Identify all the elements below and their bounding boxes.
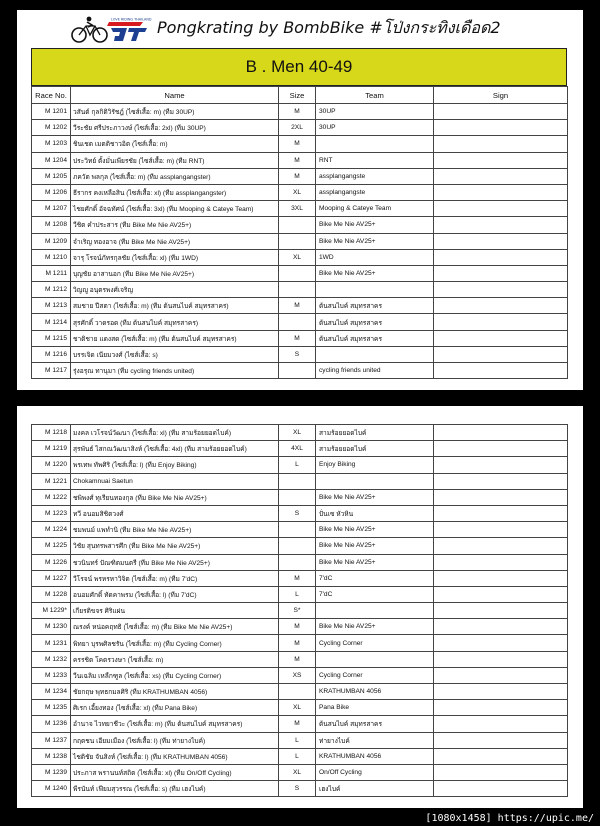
shirt-size-cell: L <box>279 748 316 764</box>
team-cell: ปั่นเซ หัวหิน <box>316 505 434 521</box>
shirt-size-cell: S <box>279 505 316 521</box>
team-cell: ต้นสนไบค์ สมุทรสาคร <box>316 716 434 732</box>
race-number-cell: M 1201 <box>32 104 71 120</box>
sign-cell <box>434 233 568 249</box>
sign-cell <box>434 667 568 683</box>
rider-name-cell: ชินเชต เมตติชาวอิต (ไซส์เสื้อ: m) <box>71 136 279 152</box>
rider-name-cell: พีรนันท์ เฟียมสุวรรณ (ไซส์เสื้อ: s) (ทีม เฮงไบค์) <box>71 781 279 797</box>
team-cell: ต้นสนไบค์ สมุทรสาคร <box>316 330 434 346</box>
rider-name-cell: เกียรติขจร ศิริแผ่น <box>71 603 279 619</box>
shirt-size-cell <box>279 265 316 281</box>
race-number-cell: M 1206 <box>32 184 71 200</box>
table-row <box>32 425 568 441</box>
race-number-cell: M 1235 <box>32 700 71 716</box>
table-row <box>32 651 568 667</box>
shirt-size-cell: L <box>279 586 316 602</box>
race-number-cell: M 1225 <box>32 538 71 554</box>
race-number-cell: M 1211 <box>32 265 71 281</box>
team-cell: Bike Me Nie AV25+ <box>316 217 434 233</box>
race-number-cell: M 1204 <box>32 152 71 168</box>
table-row <box>32 120 568 136</box>
table-row <box>32 152 568 168</box>
sign-cell <box>434 265 568 281</box>
race-number-cell: M 1221 <box>32 473 71 489</box>
rider-name-cell: ไชติชัย จันสิงห์ (ไซส์เสื้อ: l) (ทีม KRATHUMBAN 4056) <box>71 748 279 764</box>
sign-cell <box>434 104 568 120</box>
rider-name-cell: สุรพันธ์ ไสกณวัฒนาสิงห์ (ไซส์เสื้อ: 4xl) (ทีม สามร้อยยอดไบค์) <box>71 441 279 457</box>
col-sign: Sign <box>434 87 568 104</box>
rider-name-cell: วสันต์ กุลกิติวิรัชฎ์ (ไซส์เสื้อ: m) (ทีม 30UP) <box>71 104 279 120</box>
table-row <box>32 635 568 651</box>
race-number-cell: M 1239 <box>32 764 71 780</box>
team-cell: เฮงไบค์ <box>316 781 434 797</box>
team-cell: ท่ายางไบค์ <box>316 732 434 748</box>
shirt-size-cell: S <box>279 781 316 797</box>
table-row <box>32 716 568 732</box>
rider-name-cell: ชพิพงศ์ ทุเรียนทองกุล (ทีม Bike Me Nie AV25+) <box>71 489 279 505</box>
team-cell: สามร้อยยอดไบค์ <box>316 425 434 441</box>
table-row <box>32 522 568 538</box>
race-number-cell: M 1216 <box>32 346 71 362</box>
team-cell: Bike Me Nie AV25+ <box>316 619 434 635</box>
sign-cell <box>434 152 568 168</box>
shirt-size-cell: M <box>279 104 316 120</box>
race-number-cell: M 1217 <box>32 363 71 379</box>
race-number-cell: M 1205 <box>32 168 71 184</box>
shirt-size-cell: M <box>279 570 316 586</box>
sign-cell <box>434 716 568 732</box>
shirt-size-cell: M <box>279 330 316 346</box>
race-number-cell: M 1220 <box>32 457 71 473</box>
sign-cell <box>434 489 568 505</box>
sign-cell <box>434 425 568 441</box>
race-number-cell: M 1219 <box>32 441 71 457</box>
rider-name-cell: ชาติชาย แดงสด (ไซส์เสื้อ: m) (ทีม ต้นสนไบค์ สมุทรสาคร) <box>71 330 279 346</box>
team-cell: Cycling Corner <box>316 667 434 683</box>
shirt-size-cell: L <box>279 457 316 473</box>
race-number-cell: M 1240 <box>32 781 71 797</box>
event-title: Pongkrating by BombBike #โป่งกระทิงเดือด2 <box>157 18 501 37</box>
sign-cell <box>434 457 568 473</box>
team-cell <box>316 282 434 298</box>
table-row <box>32 570 568 586</box>
table-row <box>32 764 568 780</box>
shirt-size-cell: L <box>279 732 316 748</box>
rider-name-cell: ประวิทย์ ตั้งมั่นเพียรชัย (ไซส์เสื้อ: m) (ทีม RNT) <box>71 152 279 168</box>
shirt-size-cell: XL <box>279 425 316 441</box>
team-cell: ต้นสนไบค์ สมุทรสาคร <box>316 314 434 330</box>
race-number-cell: M 1214 <box>32 314 71 330</box>
rider-name-cell: วีชิต คำประสาร (ทีม Bike Me Nie AV25+) <box>71 217 279 233</box>
team-cell: ต้นสนไบค์ สมุทรสาคร <box>316 298 434 314</box>
shirt-size-cell: M <box>279 716 316 732</box>
team-cell: Bike Me Nie AV25+ <box>316 538 434 554</box>
sign-cell <box>434 184 568 200</box>
shirt-size-cell <box>279 538 316 554</box>
table-row <box>32 282 568 298</box>
col-team: Team <box>316 87 434 104</box>
sign-cell <box>434 603 568 619</box>
race-number-cell: M 1238 <box>32 748 71 764</box>
rider-name-cell: ประภาส พรานนท์สถิต (ไซส์เสื้อ: xl) (ทีม On/Off Cycling) <box>71 764 279 780</box>
race-number-cell: M 1234 <box>32 684 71 700</box>
race-number-cell: M 1218 <box>32 425 71 441</box>
sign-cell <box>434 136 568 152</box>
team-cell: cycling friends united <box>316 363 434 379</box>
team-cell <box>316 603 434 619</box>
team-cell: Cycling Corner <box>316 635 434 651</box>
table-row <box>32 233 568 249</box>
race-number-cell: M 1202 <box>32 120 71 136</box>
rider-name-cell: วิชัย สุนทรพสารศึก (ทีม Bike Me Nie AV25+) <box>71 538 279 554</box>
col-size: Size <box>279 87 316 104</box>
race-number-cell: M 1222 <box>32 489 71 505</box>
team-cell: Bike Me Nie AV25+ <box>316 489 434 505</box>
race-number-cell: M 1231 <box>32 635 71 651</box>
sign-cell <box>434 363 568 379</box>
sign-cell <box>434 700 568 716</box>
table-row <box>32 732 568 748</box>
team-cell: Bike Me Nie AV25+ <box>316 522 434 538</box>
race-number-cell: M 1230 <box>32 619 71 635</box>
document-page-1 <box>17 10 583 390</box>
shirt-size-cell: XL <box>279 700 316 716</box>
table-row <box>32 168 568 184</box>
rider-name-cell: อนอมศักดิ์ ทัดคาพรม (ไซส์เสื้อ: l) (ทีม 7'dC) <box>71 586 279 602</box>
table-row <box>32 603 568 619</box>
team-cell: 7'dC <box>316 586 434 602</box>
rider-name-cell: จารุ โรจน์ภัทรกุลชัย (ไซส์เสื้อ: xl) (ทีม 1WD) <box>71 249 279 265</box>
table-row <box>32 554 568 570</box>
race-number-cell: M 1237 <box>32 732 71 748</box>
table-row <box>32 441 568 457</box>
shirt-size-cell: M <box>279 168 316 184</box>
shirt-size-cell <box>279 473 316 489</box>
shirt-size-cell: M <box>279 136 316 152</box>
col-name: Name <box>71 87 279 104</box>
race-number-cell: M 1210 <box>32 249 71 265</box>
sign-cell <box>434 330 568 346</box>
shirt-size-cell: M <box>279 651 316 667</box>
table-row <box>32 249 568 265</box>
shirt-size-cell <box>279 217 316 233</box>
rider-name-cell: ณรงค์ หน่อคฤทธิ (ไซส์เสื้อ: m) (ทีม Bike Me Nie AV25+) <box>71 619 279 635</box>
sign-cell <box>434 201 568 217</box>
table-row <box>32 104 568 120</box>
sign-cell <box>434 282 568 298</box>
race-number-cell: M 1233 <box>32 667 71 683</box>
team-cell: KRATHUMBAN 4056 <box>316 684 434 700</box>
rider-name-cell: ชัยกฤษ พุทธกมลศิริ (ทีม KRATHUMBAN 4056) <box>71 684 279 700</box>
rider-name-cell: วีนเฉลิม เหลืกฑูล (ไซส์เสื้อ: xs) (ทีม Cycling Corner) <box>71 667 279 683</box>
shirt-size-cell: XS <box>279 667 316 683</box>
table-row <box>32 363 568 379</box>
rider-name-cell: กฤตชน เอียมเมือง (ไซส์เสื้อ: l) (ทีม ท่ายางไบค์) <box>71 732 279 748</box>
table-row <box>32 538 568 554</box>
shirt-size-cell: M <box>279 152 316 168</box>
logo-text: LOVE RIDING THAILAND <box>111 17 152 22</box>
shirt-size-cell <box>279 282 316 298</box>
rider-name-cell: ทวี อนอมสิชิตวงศ์ <box>71 505 279 521</box>
table-row <box>32 667 568 683</box>
shirt-size-cell <box>279 489 316 505</box>
table-row <box>32 298 568 314</box>
team-cell <box>316 473 434 489</box>
rider-name-cell: วิญญู อนุตรพงศ์เจริญ <box>71 282 279 298</box>
table-row <box>32 684 568 700</box>
table-row <box>32 265 568 281</box>
team-cell: Mooping & Cateye Team <box>316 201 434 217</box>
rider-name-cell: ธีรากร คงเหลือสิน (ไซส์เสื้อ: xl) (ทีม assplangangster) <box>71 184 279 200</box>
sign-cell <box>434 505 568 521</box>
sign-cell <box>434 781 568 797</box>
sign-cell <box>434 554 568 570</box>
team-cell: Bike Me Nie AV25+ <box>316 554 434 570</box>
shirt-size-cell <box>279 522 316 538</box>
rider-name-cell: ศิเรก เอี้ยงทอง (ไซส์เสื้อ: xl) (ทีม Pana Bike) <box>71 700 279 716</box>
team-cell: 1WD <box>316 249 434 265</box>
rider-name-cell: ชวนินทร์ ปัณฑิตมนตรี (ทีม Bike Me Nie AV25+) <box>71 554 279 570</box>
table-row <box>32 700 568 716</box>
sign-cell <box>434 249 568 265</box>
team-cell: Bike Me Nie AV25+ <box>316 233 434 249</box>
sign-cell <box>434 619 568 635</box>
sign-cell <box>434 635 568 651</box>
rider-name-cell: บุญชัย อาสานอก (ทีม Bike Me Nie AV25+) <box>71 265 279 281</box>
sign-cell <box>434 538 568 554</box>
category-banner: B . Men 40-49 <box>31 48 567 86</box>
document-page-2 <box>17 406 583 808</box>
team-cell: Bike Me Nie AV25+ <box>316 265 434 281</box>
rider-name-cell: อำนาจ ไวทยาชีวะ (ไซส์เสื้อ: m) (ทีม ต้นสนไบค์ สมุทรสาคร) <box>71 716 279 732</box>
team-cell: Enjoy Biking <box>316 457 434 473</box>
shirt-size-cell: S <box>279 346 316 362</box>
race-number-cell: M 1207 <box>32 201 71 217</box>
race-number-cell: M 1226 <box>32 554 71 570</box>
team-cell <box>316 346 434 362</box>
entry-table-page-2 <box>31 424 568 797</box>
race-number-cell: M 1215 <box>32 330 71 346</box>
shirt-size-cell: S* <box>279 603 316 619</box>
table-row <box>32 346 568 362</box>
race-number-cell: M 1213 <box>32 298 71 314</box>
table-row <box>32 330 568 346</box>
sign-cell <box>434 168 568 184</box>
table-row <box>32 184 568 200</box>
rider-name-cell: วีระชัย ศรีประภาวงษ์ (ไซส์เสื้อ: 2xl) (ทีม 30UP) <box>71 120 279 136</box>
race-number-cell: M 1236 <box>32 716 71 732</box>
team-cell: assplangangste <box>316 184 434 200</box>
shirt-size-cell: M <box>279 298 316 314</box>
table-row <box>32 201 568 217</box>
entry-table-page-1 <box>31 86 568 379</box>
race-number-cell: M 1209 <box>32 233 71 249</box>
sign-cell <box>434 684 568 700</box>
table-row <box>32 619 568 635</box>
rider-name-cell: Chokamnuai Saetun <box>71 473 279 489</box>
table-row <box>32 505 568 521</box>
rider-name-cell: บรรเจิด เนียมวงศ์ (ไซส์เสื้อ: s) <box>71 346 279 362</box>
sign-cell <box>434 732 568 748</box>
team-cell <box>316 136 434 152</box>
rider-name-cell: ครรชิต โคตรวงษา (ไซส์เสื้อ: m) <box>71 651 279 667</box>
shirt-size-cell: M <box>279 635 316 651</box>
team-cell: 30UP <box>316 120 434 136</box>
table-row <box>32 586 568 602</box>
sign-cell <box>434 748 568 764</box>
rider-name-cell: ไชยศักดิ์ อัจฉทัศน์ (ไซส์เสื้อ: 3xl) (ทีม Mooping & Cateye Team) <box>71 201 279 217</box>
sign-cell <box>434 586 568 602</box>
shirt-size-cell: XL <box>279 184 316 200</box>
shirt-size-cell <box>279 363 316 379</box>
rider-name-cell: มงคล เวโรจน์วัฒนา (ไซส์เสื้อ: xl) (ทีม สามร้อยยอดไบค์) <box>71 425 279 441</box>
table-row <box>32 489 568 505</box>
table-header-row <box>32 87 568 104</box>
sign-cell <box>434 651 568 667</box>
shirt-size-cell <box>279 554 316 570</box>
shirt-size-cell: 4XL <box>279 441 316 457</box>
race-number-cell: M 1224 <box>32 522 71 538</box>
rider-name-cell: ภควัต พลกุล (ไซส์เสื้อ: m) (ทีม assplangangster) <box>71 168 279 184</box>
race-number-cell: M 1203 <box>32 136 71 152</box>
race-number-cell: M 1223 <box>32 505 71 521</box>
rider-name-cell: พรเทพ ทัพศิริ (ไซส์เสื้อ: l) (ทีม Enjoy Biking) <box>71 457 279 473</box>
sign-cell <box>434 473 568 489</box>
col-race-no: Race No. <box>32 87 71 104</box>
rider-name-cell: จำเริญ ทองอาจ (ทีม Bike Me Nie AV25+) <box>71 233 279 249</box>
race-number-cell: M 1208 <box>32 217 71 233</box>
image-size-watermark: [1080x1458] https://upic.me/ <box>425 813 594 824</box>
race-number-cell: M 1228 <box>32 586 71 602</box>
sign-cell <box>434 570 568 586</box>
rider-name-cell: สุรศักดิ์ วาดรอด (ทีม ต้นสนไบค์ สมุทรสาคร) <box>71 314 279 330</box>
rider-name-cell: วีโรจน์ พรหรหาวิจิต (ไซส์เสื้อ: m) (ทีม 7'dC) <box>71 570 279 586</box>
cyclist-logo-icon <box>67 14 153 44</box>
team-cell: สามร้อยยอดไบค์ <box>316 441 434 457</box>
sign-cell <box>434 217 568 233</box>
sign-cell <box>434 441 568 457</box>
sign-cell <box>434 764 568 780</box>
shirt-size-cell: XL <box>279 764 316 780</box>
race-number-cell: M 1229* <box>32 603 71 619</box>
rider-name-cell: ชมพนม์ แพทำนิ (ทีม Bike Me Nie AV25+) <box>71 522 279 538</box>
table-row <box>32 314 568 330</box>
sign-cell <box>434 298 568 314</box>
shirt-size-cell: XL <box>279 249 316 265</box>
rider-name-cell: สมชาย ปีสตา (ไซส์เสื้อ: m) (ทีม ต้นสนไบค์ สมุทรสาคร) <box>71 298 279 314</box>
shirt-size-cell <box>279 314 316 330</box>
sign-cell <box>434 522 568 538</box>
table-row <box>32 457 568 473</box>
team-cell: On/Off Cycling <box>316 764 434 780</box>
table-row <box>32 136 568 152</box>
table-row <box>32 473 568 489</box>
table-row <box>32 217 568 233</box>
team-cell: KRATHUMBAN 4056 <box>316 748 434 764</box>
table-row <box>32 781 568 797</box>
race-number-cell: M 1227 <box>32 570 71 586</box>
shirt-size-cell <box>279 233 316 249</box>
sign-cell <box>434 120 568 136</box>
page-header <box>17 10 583 48</box>
team-cell: assplangangste <box>316 168 434 184</box>
table-row <box>32 748 568 764</box>
sign-cell <box>434 314 568 330</box>
team-cell: Pana Bike <box>316 700 434 716</box>
rider-name-cell: รุ่งอรุณ ทานุมา (ทีม cycling friends united) <box>71 363 279 379</box>
team-cell <box>316 651 434 667</box>
rider-name-cell: พิทยา บุรพศิลชรัน (ไซส์เสื้อ: m) (ทีม Cycling Corner) <box>71 635 279 651</box>
team-cell: 30UP <box>316 104 434 120</box>
sign-cell <box>434 346 568 362</box>
shirt-size-cell: 3XL <box>279 201 316 217</box>
shirt-size-cell: M <box>279 619 316 635</box>
team-cell: 7'dC <box>316 570 434 586</box>
team-cell: RNT <box>316 152 434 168</box>
shirt-size-cell: 2XL <box>279 120 316 136</box>
shirt-size-cell <box>279 684 316 700</box>
race-number-cell: M 1212 <box>32 282 71 298</box>
race-number-cell: M 1232 <box>32 651 71 667</box>
